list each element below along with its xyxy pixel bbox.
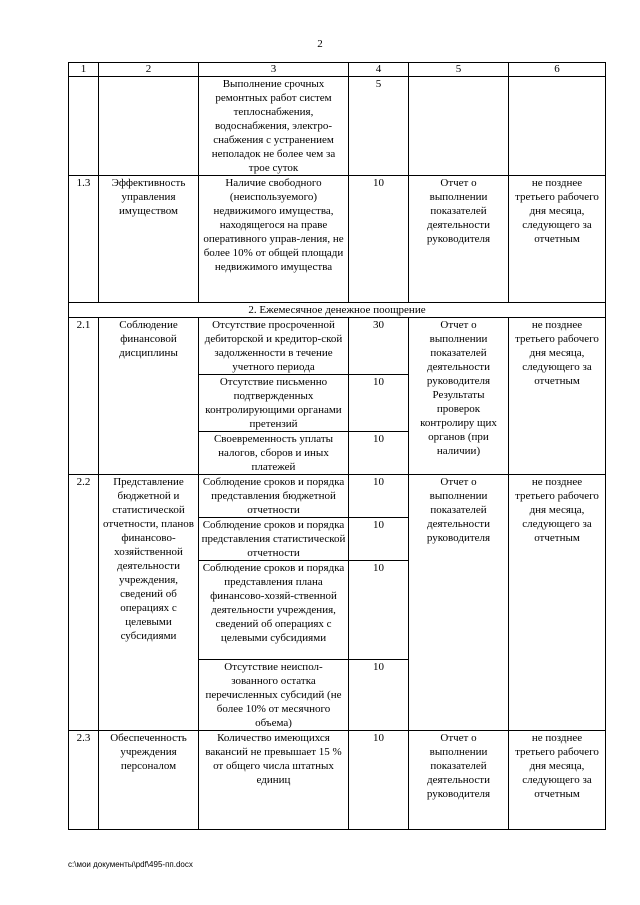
indicator-cell: Своевременность уплаты налогов, сборов и иных платежей xyxy=(199,432,349,475)
indicator-cell: Выполнение срочных ремонтных работ систем теплоснабжения, водоснабжения, электро-снабжения с устранением неполадок не более чем за трое суток xyxy=(199,77,349,176)
page-number: 2 xyxy=(317,38,323,50)
deadline-cell: не позднее третьего рабочего дня месяца, следующего за отчетным xyxy=(509,731,606,830)
table-row xyxy=(69,731,606,830)
points-cell: 10 xyxy=(349,660,409,731)
indicator-cell: Наличие свободного (неиспользуемого) недвижимого имущества, находящегося на праве оперативного управ-ления, не более 10% от общей площади недвижимого имущества xyxy=(199,176,349,303)
points-cell: 10 xyxy=(349,518,409,561)
points-cell: 10 xyxy=(349,475,409,518)
row-number: 2.2 xyxy=(69,475,99,731)
criterion-cell: Соблюдение финансовой дисциплины xyxy=(99,318,199,475)
table-header-row xyxy=(69,63,606,77)
header-cell: 6 xyxy=(509,63,606,77)
criterion-cell: Представление бюджетной и статистической отчетности, планов финансово-хозяйственной деятельности учреждения, сведений об операциях с целевыми субсидиями xyxy=(99,475,199,731)
indicator-cell: Соблюдение сроков и порядка представления бюджетной отчетности xyxy=(199,475,349,518)
deadline-cell: не позднее третьего рабочего дня месяца, следующего за отчетным xyxy=(509,176,606,303)
row-number: 1.3 xyxy=(69,176,99,303)
section-title: 2. Ежемесячное денежное поощрение xyxy=(69,303,606,318)
report-cell: Отчет о выполнении показателей деятельности руководителя xyxy=(409,475,509,731)
report-cell: Отчет о выполнении показателей деятельности руководителя xyxy=(409,176,509,303)
points-cell: 10 xyxy=(349,731,409,830)
table-row xyxy=(69,318,606,375)
table-row xyxy=(69,77,606,176)
indicator-cell: Количество имеющихся вакансий не превышает 15 % от общего числа штатных единиц xyxy=(199,731,349,830)
table-row xyxy=(69,176,606,303)
header-cell: 4 xyxy=(349,63,409,77)
indicator-cell: Отсутствие неиспол-зованного остатка перечисленных субсидий (не более 10% от месячного объема) xyxy=(199,660,349,731)
row-number: 2.3 xyxy=(69,731,99,830)
indicator-cell: Отсутствие письменно подтвержденных контролирующими органами претензий xyxy=(199,375,349,432)
indicator-cell: Отсутствие просроченной дебиторской и кредитор-ской задолженности в течение учетного периода xyxy=(199,318,349,375)
points-cell: 5 xyxy=(349,77,409,176)
header-cell: 5 xyxy=(409,63,509,77)
section-row xyxy=(69,303,606,318)
criterion-cell: Эффективность управления имуществом xyxy=(99,176,199,303)
table-row xyxy=(69,475,606,518)
header-cell: 3 xyxy=(199,63,349,77)
header-cell: 1 xyxy=(69,63,99,77)
points-cell: 10 xyxy=(349,432,409,475)
criteria-table xyxy=(68,62,606,830)
deadline-cell: не позднее третьего рабочего дня месяца, следующего за отчетным xyxy=(509,318,606,475)
points-cell: 30 xyxy=(349,318,409,375)
report-cell: Отчет о выполнении показателей деятельности руководителя xyxy=(409,731,509,830)
footer-file-path: c:\мои документы\pdf\495-пп.docx xyxy=(68,860,193,869)
header-cell: 2 xyxy=(99,63,199,77)
report-cell: Отчет о выполнении показателей деятельности руководителя Результаты проверок контролиру щих органов (при наличии) xyxy=(409,318,509,475)
points-cell: 10 xyxy=(349,561,409,660)
indicator-cell: Соблюдение сроков и порядка представления плана финансово-хозяй-ственной деятельности учреждения, сведений об операциях с целевыми субсидиями xyxy=(199,561,349,660)
row-number: 2.1 xyxy=(69,318,99,475)
points-cell: 10 xyxy=(349,176,409,303)
points-cell: 10 xyxy=(349,375,409,432)
criterion-cell: Обеспеченность учреждения персоналом xyxy=(99,731,199,830)
deadline-cell: не позднее третьего рабочего дня месяца, следующего за отчетным xyxy=(509,475,606,731)
indicator-cell: Соблюдение сроков и порядка представления статистической отчетности xyxy=(199,518,349,561)
